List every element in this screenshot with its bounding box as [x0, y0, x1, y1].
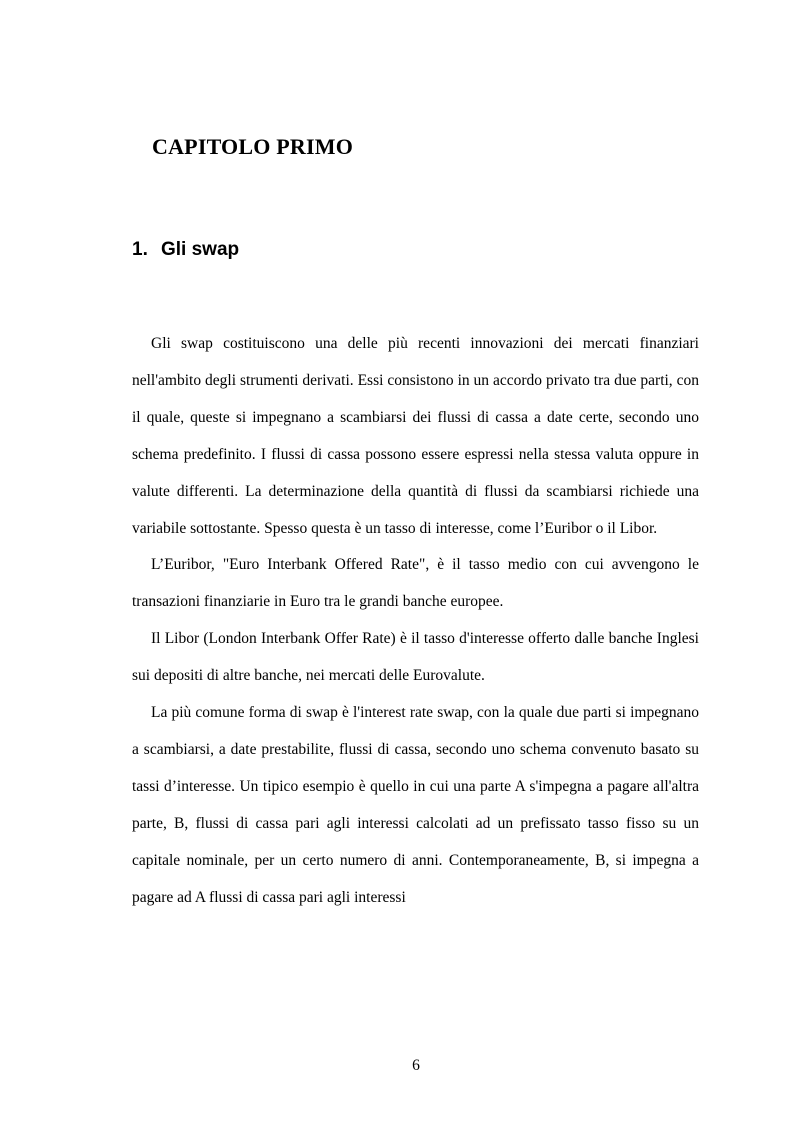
section-heading — [132, 236, 239, 264]
section-title: Gli swap — [161, 239, 240, 260]
chapter-title: CAPITOLO PRIMO — [152, 134, 354, 159]
page-number: 6 — [412, 1057, 420, 1074]
section-number: 1. — [132, 239, 148, 260]
paragraph-euribor: L’Euribor, "Euro Interbank Offered Rate", è il tasso medio con cui avvengono le transazioni finanziarie in Euro tra le grandi banche europee. — [132, 556, 699, 611]
paragraph-interest-rate-swap: La più comune forma di swap è l'interest rate swap, con la quale due parti si impegnano a scambiarsi, a date prestabilite, flussi di cassa, secondo uno schema convenuto basato su tassi d’interesse. Un tipico esempio è quello in cui una parte A s'impegna a pagare all'altra parte, B, flussi di cassa pari agli interessi calcolati ad un prefissato tasso fisso su un capitale nominale, per un certo numero di anni. Contemporaneamente, B, si impegna a pagare ad A flussi di cassa pari agli interessi — [132, 704, 699, 906]
body-text — [132, 326, 699, 917]
paragraph-libor: Il Libor (London Interbank Offer Rate) è il tasso d'interesse offerto dalle banche Inglesi sui depositi di altre banche, nei mercati delle Eurovalute. — [132, 630, 699, 685]
paragraph-swap-intro: Gli swap costituiscono una delle più recenti innovazioni dei mercati finanziari nell'ambito degli strumenti derivati. Essi consistono in un accordo privato tra due parti, con il quale, queste si impegnano a scambiarsi dei flussi di cassa a date certe, secondo uno schema predefinito. I flussi di cassa possono essere espressi nella stessa valuta oppure in valute differenti. La determinazione della quantità di flussi da scambiarsi richiede una variabile sottostante. Spesso questa è un tasso di interesse, come l’Euribor o il Libor. — [132, 335, 699, 537]
